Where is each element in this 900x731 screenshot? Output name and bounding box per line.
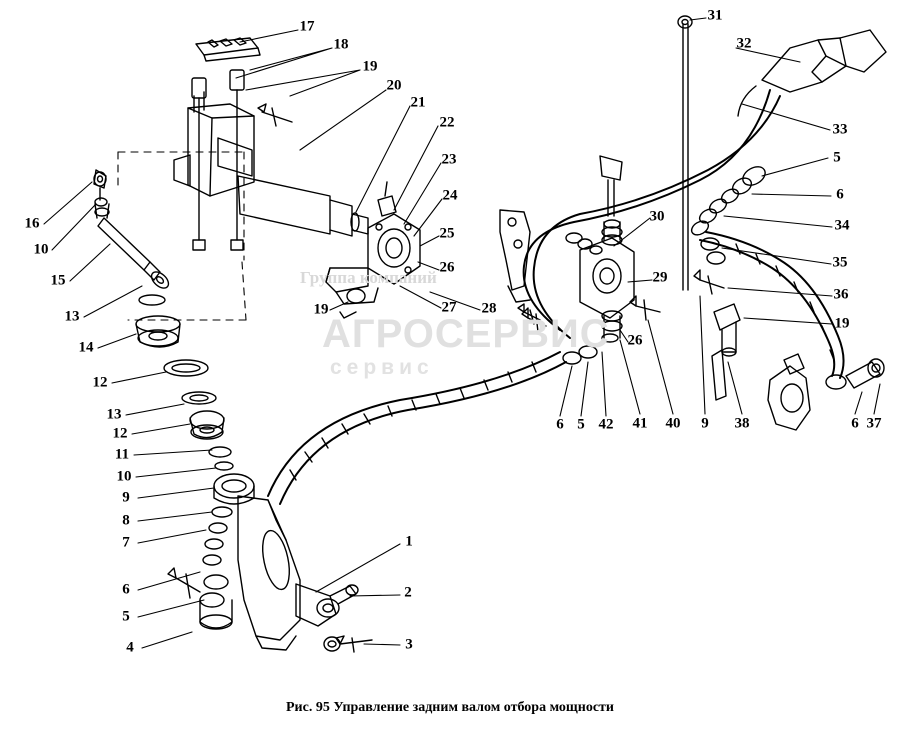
callout-number: 31 [707, 7, 723, 24]
callout-number: 6 [556, 416, 564, 433]
callout-number: 7 [122, 534, 130, 551]
part-center-valve [580, 156, 660, 342]
callout-number: 18 [333, 36, 349, 53]
part-shaft-21 [238, 176, 368, 236]
callout-number: 5 [122, 608, 130, 625]
callout-number: 11 [114, 446, 130, 463]
callout-number: 38 [734, 415, 750, 432]
callout-number: 28 [481, 300, 497, 317]
callout-number: 5 [833, 149, 841, 166]
callout-number: 3 [405, 636, 413, 653]
callout-number: 29 [652, 269, 668, 286]
callout-number: 1 [405, 533, 413, 550]
callout-number: 10 [116, 468, 132, 485]
callout-number: 32 [736, 35, 752, 52]
callout-number: 12 [92, 374, 108, 391]
callout-number: 41 [632, 415, 648, 432]
leader-lines [44, 18, 880, 648]
callout-number: 4 [126, 639, 134, 656]
callout-number: 13 [106, 406, 122, 423]
callout-number: 36 [833, 286, 849, 303]
callout-number: 24 [442, 187, 458, 204]
callout-number: 19 [834, 315, 850, 332]
part-nozzle-32 [738, 30, 886, 116]
callout-number: 42 [598, 416, 614, 433]
callout-number: 8 [122, 512, 130, 529]
callout-number: 22 [439, 114, 455, 131]
callout-number: 15 [50, 272, 66, 289]
callout-number: 9 [122, 489, 130, 506]
watermark-line2: АГРОСЕРВИС [322, 312, 610, 356]
callout-number: 13 [64, 308, 80, 325]
callout-number: 9 [701, 415, 709, 432]
part-housing-bottom [238, 496, 372, 652]
callout-number: 21 [410, 94, 426, 111]
part-bracket-right-bottom [712, 350, 810, 430]
part-plate-17 [196, 38, 260, 61]
callout-number: 19 [313, 301, 329, 318]
part-rod-31 [678, 16, 692, 290]
callout-number: 40 [665, 415, 681, 432]
callout-number: 10 [33, 241, 49, 258]
callout-number: 26 [439, 259, 455, 276]
callout-number: 25 [439, 225, 455, 242]
part-valve-block [174, 70, 292, 250]
part-hose-main [268, 352, 566, 504]
callout-number: 16 [24, 215, 40, 232]
callout-number: 23 [441, 151, 457, 168]
callout-number: 19 [362, 58, 378, 75]
callout-number: 17 [299, 18, 315, 35]
callout-number: 35 [832, 254, 848, 271]
figure-caption: Рис. 95 Управление задним валом отбора мощности [286, 700, 614, 715]
callout-number: 6 [122, 581, 130, 598]
callout-number: 34 [834, 217, 850, 234]
callout-number: 26 [627, 332, 643, 349]
callout-number: 6 [836, 186, 844, 203]
callout-number: 37 [866, 415, 882, 432]
callout-number: 6 [851, 415, 859, 432]
callout-number: 14 [78, 339, 94, 356]
part-hose-right [700, 232, 884, 389]
callout-number: 30 [649, 208, 665, 225]
part-rings-center [522, 233, 602, 364]
guide-dashed [112, 150, 250, 320]
callout-number: 20 [386, 77, 402, 94]
watermark-line1: Группа компаний [300, 268, 437, 287]
part-cylinder-left [94, 170, 254, 629]
callout-number: 12 [112, 425, 128, 442]
callout-number: 5 [577, 416, 585, 433]
callout-number: 27 [441, 299, 457, 316]
watermark-line3: сервис [330, 356, 434, 379]
callout-number: 2 [404, 584, 412, 601]
callout-number: 33 [832, 121, 848, 138]
